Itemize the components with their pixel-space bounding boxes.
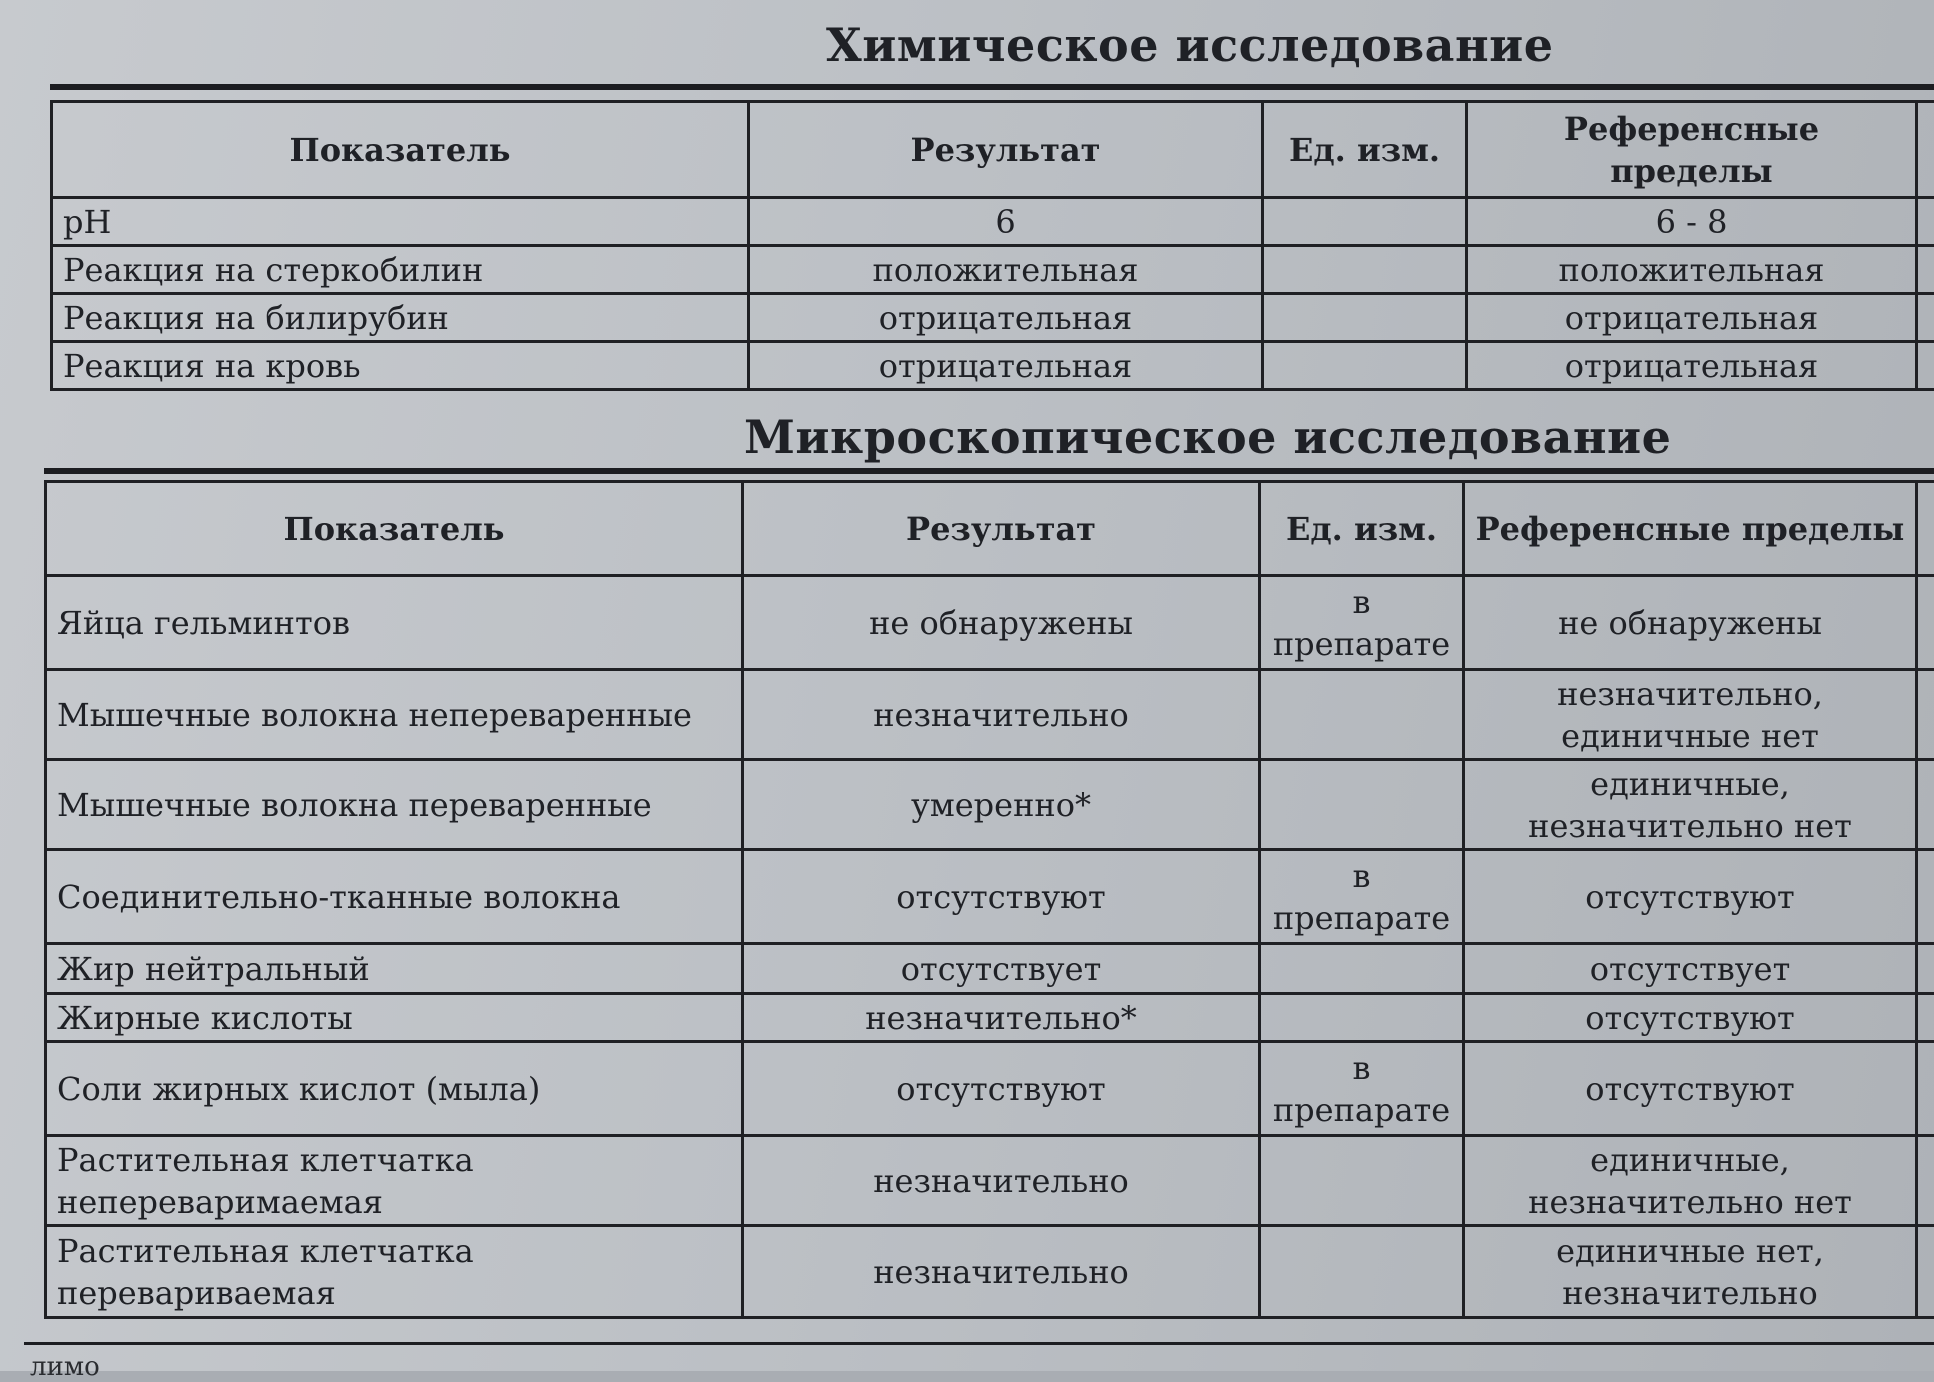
microscopic-section-title: Микроскопическое исследование xyxy=(744,410,1671,464)
row-reference: незначительно, единичные нет xyxy=(1464,670,1917,760)
cut-column xyxy=(1917,576,1934,670)
row-name: Жир нейтральный xyxy=(46,944,743,994)
chemical-title-rule xyxy=(50,84,1934,90)
header-unit: Ед. изм. xyxy=(1263,102,1467,198)
row-unit xyxy=(1260,1136,1464,1226)
chemical-section-title: Химическое исследование xyxy=(826,18,1554,72)
cut-column xyxy=(1917,670,1934,760)
row-result: отрицательная xyxy=(749,294,1263,342)
row-unit xyxy=(1263,342,1467,390)
row-unit: в препарате xyxy=(1260,850,1464,944)
row-name: Соединительно-тканные волокна xyxy=(46,850,743,944)
row-name: Мышечные волокна переваренные xyxy=(46,760,743,850)
bottom-rule xyxy=(24,1342,1934,1345)
chemical-results-table xyxy=(50,100,1934,391)
row-reference: единичные нет, незначительно xyxy=(1464,1226,1917,1318)
microscopic-results-table xyxy=(44,480,1934,1319)
row-name: Яйца гельминтов xyxy=(46,576,743,670)
table-row xyxy=(52,198,1934,246)
row-reference: отсутствуют xyxy=(1464,1042,1917,1136)
cut-column xyxy=(1917,482,1934,576)
row-result: отсутствует xyxy=(743,944,1260,994)
row-name: Жирные кислоты xyxy=(46,994,743,1042)
table-row xyxy=(52,294,1934,342)
header-reference: Референсные пределы xyxy=(1464,482,1917,576)
row-unit xyxy=(1260,944,1464,994)
row-unit xyxy=(1260,994,1464,1042)
row-unit xyxy=(1263,198,1467,246)
footer-text-fragment: лимо xyxy=(30,1352,100,1382)
row-result: отсутствуют xyxy=(743,1042,1260,1136)
row-reference: отсутствует xyxy=(1464,944,1917,994)
cut-column xyxy=(1917,1136,1934,1226)
row-unit xyxy=(1263,294,1467,342)
row-reference: единичные, незначительно нет xyxy=(1464,1136,1917,1226)
row-result: незначительно xyxy=(743,1226,1260,1318)
row-name: Мышечные волокна непереваренные xyxy=(46,670,743,760)
header-indicator: Показатель xyxy=(46,482,743,576)
row-reference: единичные, незначительно нет xyxy=(1464,760,1917,850)
row-unit: в препарате xyxy=(1260,1042,1464,1136)
table-row xyxy=(46,944,1934,994)
row-result-flagged: умеренно* xyxy=(743,760,1260,850)
table-header-row xyxy=(46,482,1934,576)
microscopic-title-rule xyxy=(44,468,1934,474)
row-result: незначительно xyxy=(743,670,1260,760)
header-indicator: Показатель xyxy=(52,102,749,198)
table-row xyxy=(46,576,1934,670)
header-result: Результат xyxy=(749,102,1263,198)
cut-column xyxy=(1917,246,1934,294)
row-unit xyxy=(1263,246,1467,294)
row-reference: отсутствуют xyxy=(1464,850,1917,944)
table-row xyxy=(46,670,1934,760)
table-row xyxy=(52,342,1934,390)
cut-column xyxy=(1917,1042,1934,1136)
row-reference: положительная xyxy=(1467,246,1917,294)
header-reference: Референсные пределы xyxy=(1467,102,1917,198)
row-unit xyxy=(1260,1226,1464,1318)
table-row xyxy=(46,850,1934,944)
row-name: Реакция на билирубин xyxy=(52,294,749,342)
row-result: отсутствуют xyxy=(743,850,1260,944)
row-reference: не обнаружены xyxy=(1464,576,1917,670)
row-result: 6 xyxy=(749,198,1263,246)
table-row xyxy=(46,1226,1934,1318)
header-result: Результат xyxy=(743,482,1260,576)
row-name: Реакция на стеркобилин xyxy=(52,246,749,294)
cut-column xyxy=(1917,342,1934,390)
cut-column xyxy=(1917,944,1934,994)
row-reference: отрицательная xyxy=(1467,342,1917,390)
table-row xyxy=(52,246,1934,294)
row-result: положительная xyxy=(749,246,1263,294)
row-unit: в препарате xyxy=(1260,576,1464,670)
row-name: Растительная клетчатка перевариваемая xyxy=(46,1226,743,1318)
row-name: Соли жирных кислот (мыла) xyxy=(46,1042,743,1136)
row-unit xyxy=(1260,760,1464,850)
cut-column xyxy=(1917,760,1934,850)
row-reference: отсутствуют xyxy=(1464,994,1917,1042)
cut-column xyxy=(1917,198,1934,246)
row-unit xyxy=(1260,670,1464,760)
row-name: Растительная клетчатка непереваримаемая xyxy=(46,1136,743,1226)
table-header-row xyxy=(52,102,1934,198)
cut-column xyxy=(1917,102,1934,198)
table-row xyxy=(46,1136,1934,1226)
table-row xyxy=(46,994,1934,1042)
table-row xyxy=(46,1042,1934,1136)
table-row xyxy=(46,760,1934,850)
row-result: не обнаружены xyxy=(743,576,1260,670)
row-result: отрицательная xyxy=(749,342,1263,390)
cut-column xyxy=(1917,994,1934,1042)
header-unit: Ед. изм. xyxy=(1260,482,1464,576)
row-result-flagged: незначительно* xyxy=(743,994,1260,1042)
cut-column xyxy=(1917,1226,1934,1318)
row-reference: 6 - 8 xyxy=(1467,198,1917,246)
row-name: Реакция на кровь xyxy=(52,342,749,390)
cut-column xyxy=(1917,294,1934,342)
row-reference: отрицательная xyxy=(1467,294,1917,342)
row-result: незначительно xyxy=(743,1136,1260,1226)
row-name: pH xyxy=(52,198,749,246)
cut-column xyxy=(1917,850,1934,944)
